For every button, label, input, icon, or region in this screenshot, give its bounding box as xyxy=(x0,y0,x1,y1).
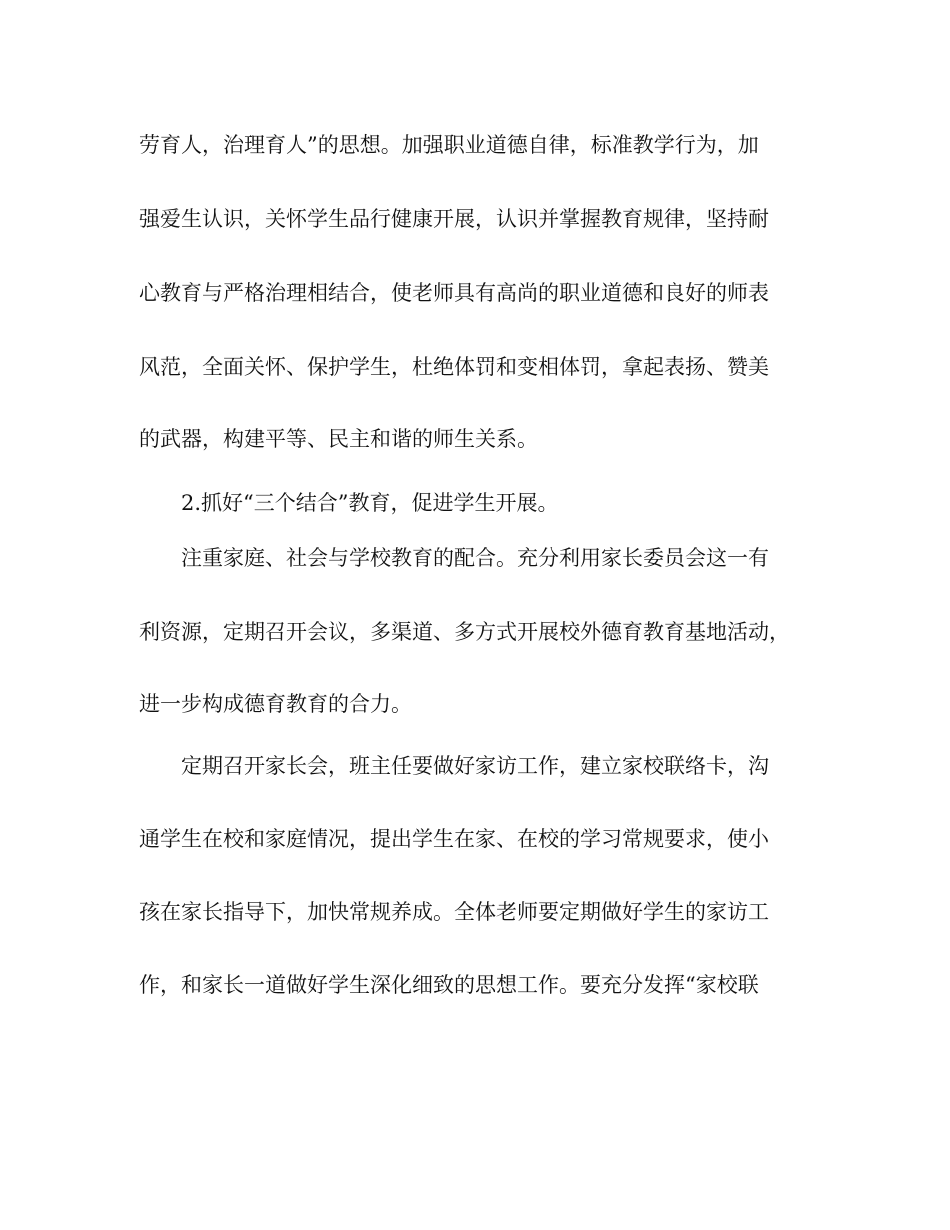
paragraph-line: 作，和家长一道做好学生深化细致的思想工作。要充分发挥“家校联 xyxy=(139,973,759,997)
paragraph-line: 注重家庭、社会与学校教育的配合。充分利用家长委员会这一有 xyxy=(181,546,769,570)
paragraph-line: 风范，全面关怀、保护学生，杜绝体罚和变相体罚，拿起表扬、赞美 xyxy=(139,355,769,379)
paragraph-line: 孩在家长指导下，加快常规养成。全体老师要定期做好学生的家访工 xyxy=(139,900,769,924)
paragraph-line: 通学生在校和家庭情况，提出学生在家、在校的学习常规要求，使小 xyxy=(139,827,769,851)
paragraph-line: 定期召开家长会，班主任要做好家访工作，建立家校联络卡，沟 xyxy=(181,754,769,778)
paragraph-line: 强爱生认识，关怀学生品行健康开展，认识并掌握教育规律，坚持耐 xyxy=(139,207,769,231)
paragraph-line: 的武器，构建平等、民主和谐的师生关系。 xyxy=(139,427,538,451)
paragraph-line: 利资源，定期召开会议，多渠道、多方式开展校外德育教育基地活动， xyxy=(139,620,790,644)
section-heading: 2.抓好“三个结合”教育，促进学生开展。 xyxy=(181,491,559,515)
paragraph-line: 心教育与严格治理相结合，使老师具有高尚的职业道德和良好的师表 xyxy=(139,281,769,305)
paragraph-line: 进一步构成德育教育的合力。 xyxy=(139,692,412,716)
paragraph-line: 劳育人，治理育人”的思想。加强职业道德自律，标准教学行为，加 xyxy=(139,133,759,157)
